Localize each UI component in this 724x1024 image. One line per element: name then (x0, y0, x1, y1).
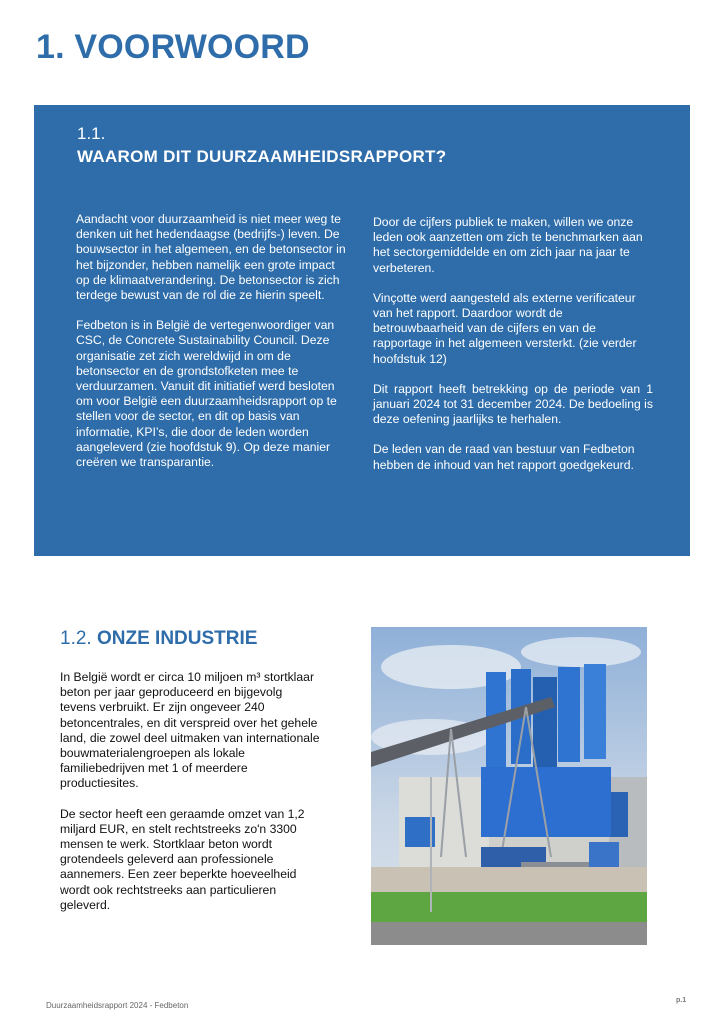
chapter-title: 1. VOORWOORD (36, 28, 310, 66)
page-number: p.1 (676, 997, 687, 1004)
paragraph: Vinçotte werd aangesteld als externe verificateur van het rapport. Daardoor wordt de betrouwbaarheid van de cijfers en van de rapportage in het algemeen versterkt. (zie verder hoofdstuk 12) (373, 290, 637, 366)
section-number: 1.2. (60, 628, 92, 649)
right-column (373, 215, 653, 488)
paragraph: De sector heeft een geraamde omzet van 1,2 miljard EUR, en stelt rechtstreeks zo'n 3300 mensen te werk. Stortklaar beton wordt grotendeels geleverd aan professionele aannemers. Een zeer beperkte hoeveelheid wordt ook rechtstreeks aan particulieren geleverd. (60, 806, 305, 912)
left-column (76, 212, 351, 485)
paragraph: Dit rapport heeft betrekking op de periode van 1 januari 2024 tot 31 december 2024. De bedoeling is deze oefening jaarlijks te herhalen. (373, 381, 653, 427)
concrete-plant-photo (371, 627, 647, 945)
section-heading (60, 628, 257, 650)
intro-box (34, 105, 690, 556)
silo (558, 667, 580, 762)
paragraph: De leden van de raad van bestuur van Fedbeton hebben de inhoud van het rapport goedgekeurd. (373, 442, 635, 472)
road (371, 922, 647, 945)
paragraph: In België wordt er circa 10 miljoen m³ stortklaar beton per jaar geproduceerd en bijgevolg tevens verbruikt. Er zijn ongeveer 240 betoncentrales, en dit verspreid over het gehele land, die zowel deel uitmaken van internationale bouwmaterialengroepen als lokale familiebedrijven met 1 of meerdere productiesites. (60, 670, 320, 791)
industry-text (60, 670, 320, 928)
grass (371, 892, 647, 922)
footer-text: Duurzaamheidsrapport 2024 - Fedbeton (46, 1001, 189, 1010)
silo (584, 664, 606, 759)
paragraph: Aandacht voor duurzaamheid is niet meer weg te denken uit het hedendaagse (bedrijfs-) leven. De bouwsector in het algemeen, en de betonsector in het bijzonder, hebben namelijk een grote impact op de klimaatverandering. De betonsector is zich terdege bewust van de rol die ze hierin speelt. (76, 212, 346, 303)
section-title: WAAROM DIT DUURZAAMHEIDSRAPPORT? (77, 147, 447, 166)
paragraph: Door de cijfers publiek te maken, willen we onze leden ook aanzetten om zich te benchmarken aan het sectorgemiddelde en om zich jaar na jaar te verbeteren. (373, 215, 643, 275)
paragraph: Fedbeton is in België de vertegenwoordiger van CSC, de Concrete Sustainability Council. Deze organisatie zet zich wereldwijd in om de betonsector en de grondstofketen mee te verduurzamen. Vanuit dit initiatief werd besloten om voor België een duurzaamheidsrapport op te stellen voor de sector, en dit op basis van informatie, KPI’s, die door de leden worden aangeleverd (zie hoofdstuk 9). Op deze manier creëren we transparantie. (76, 318, 337, 470)
section-number: 1.1. (77, 124, 106, 143)
section-title: ONZE INDUSTRIE (96, 628, 258, 649)
